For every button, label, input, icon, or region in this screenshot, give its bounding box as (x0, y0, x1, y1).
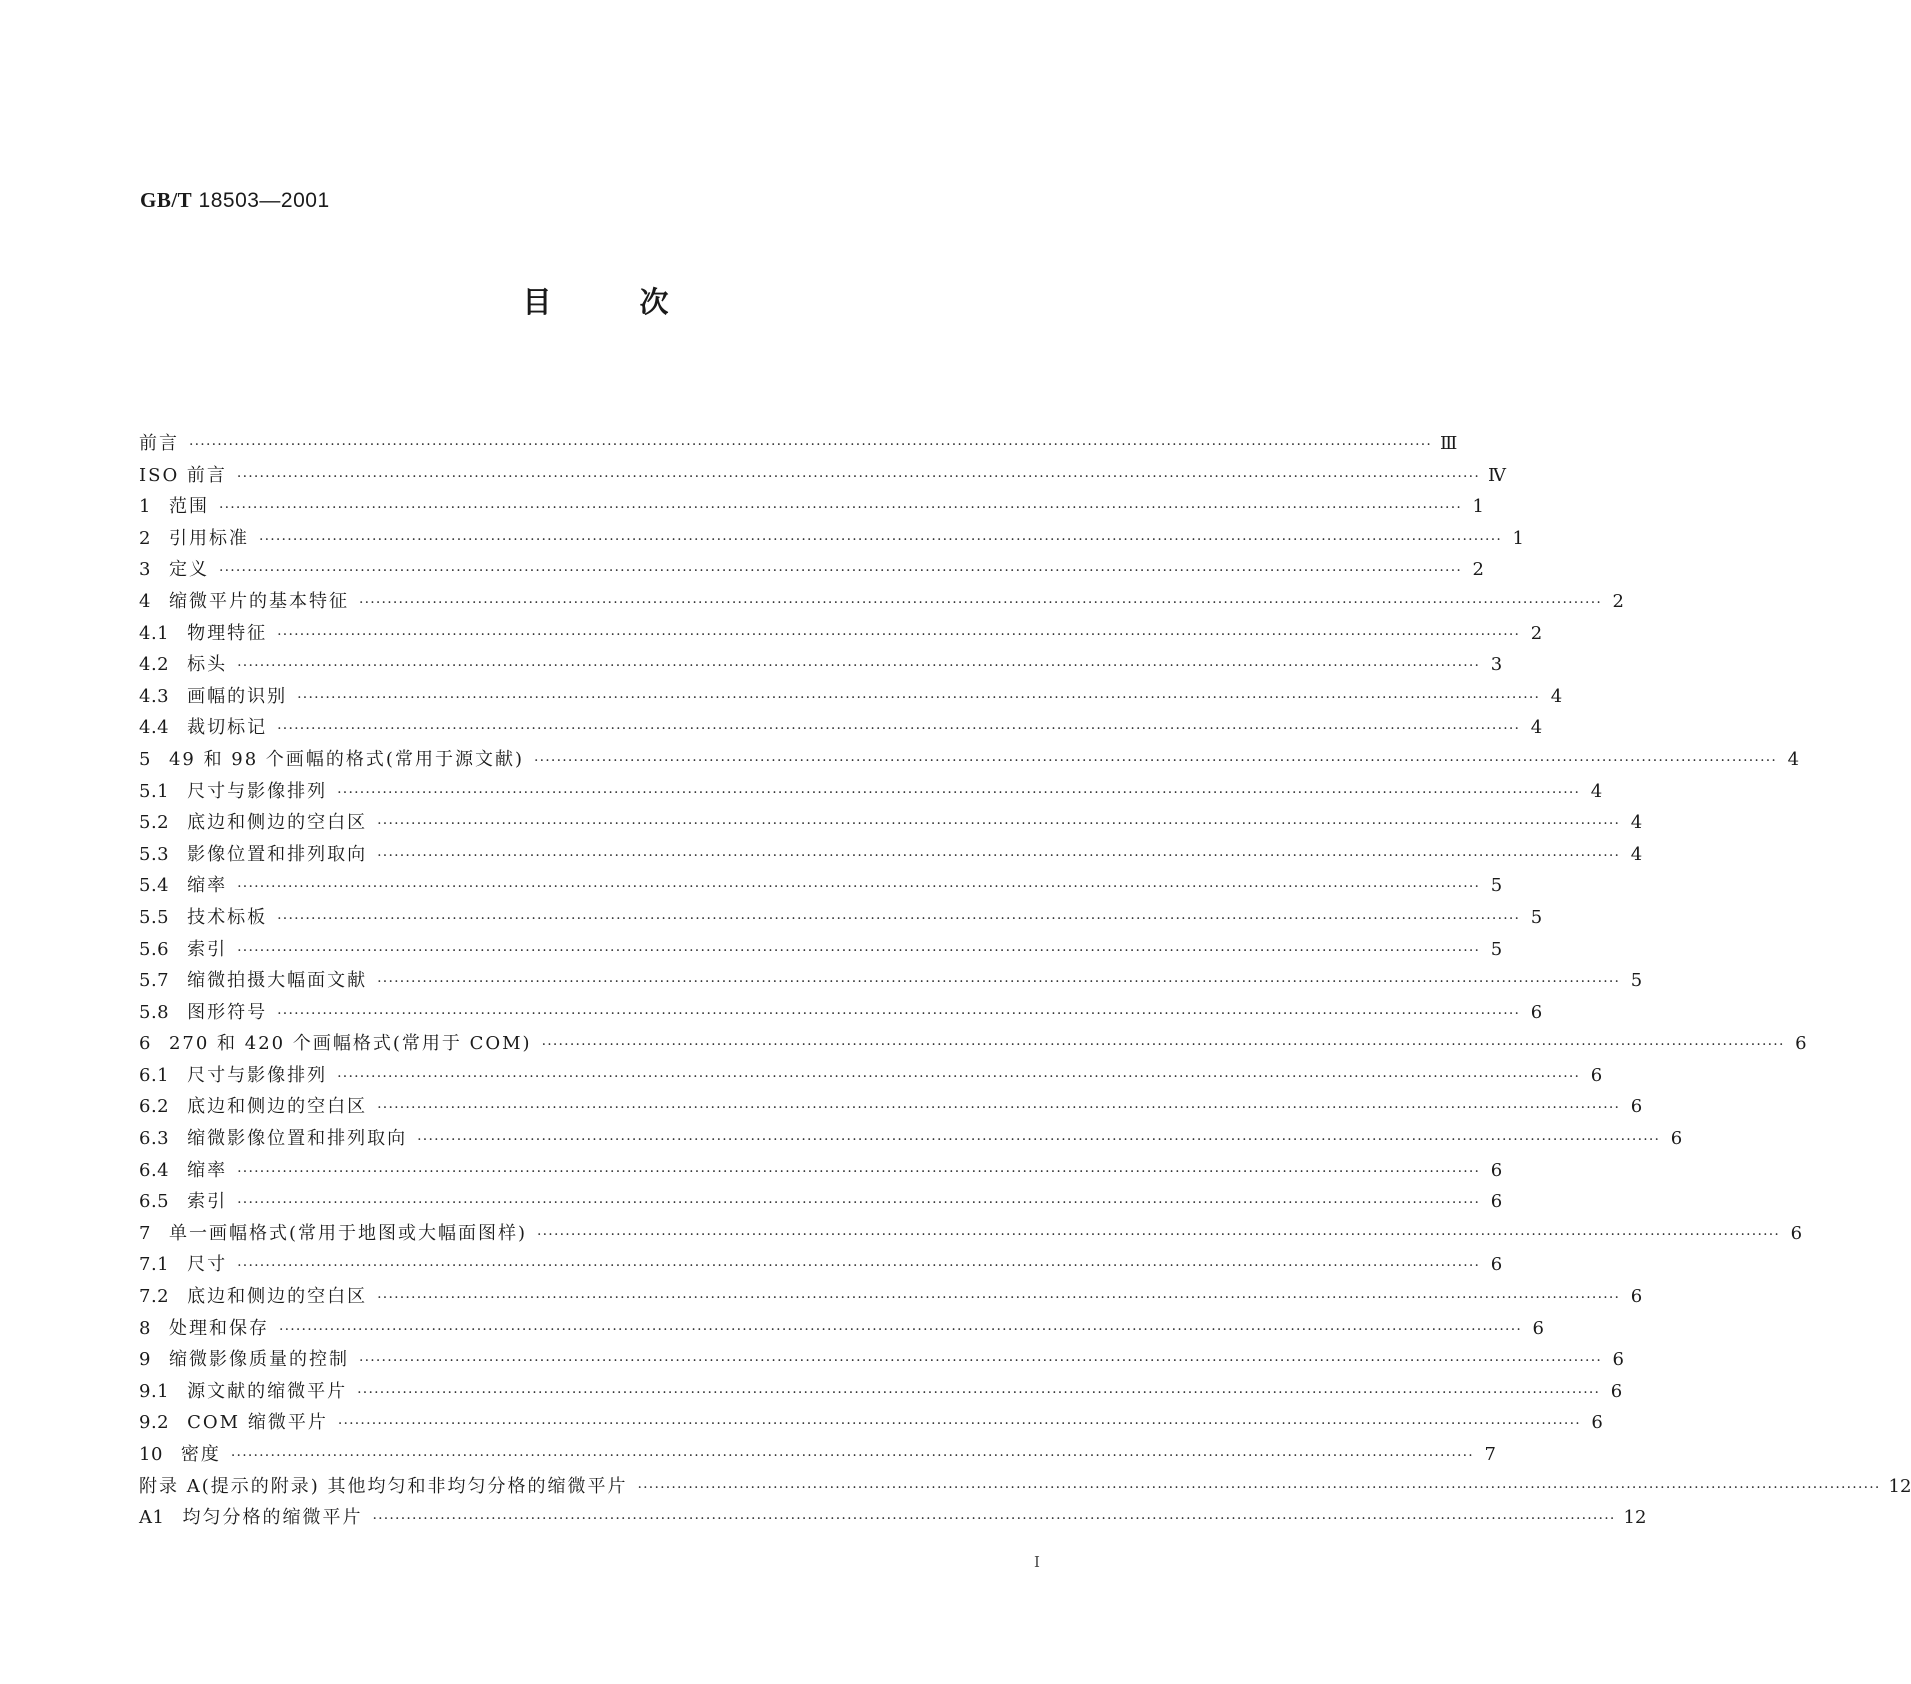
toc-entry-number: 9.1 (139, 1380, 170, 1402)
toc-dot-leader: ···························································································································································································································· (377, 816, 1621, 833)
toc-entry-page: 2 (1472, 559, 1484, 581)
toc-dot-leader: ···························································································································································································································· (277, 1005, 1521, 1022)
toc-entry-number: 7.2 (139, 1286, 170, 1308)
toc-entry[interactable] (139, 902, 1543, 934)
toc-entry-page: 4 (1590, 780, 1603, 802)
toc-dot-leader: ···························································································································································································································· (541, 1037, 1785, 1054)
toc-dot-leader: ···························································································································································································································· (230, 1448, 1474, 1464)
toc-entry-page: 5 (1490, 938, 1503, 960)
toc-entry-page: 6 (1790, 1222, 1803, 1244)
toc-dot-leader: ···························································································································································································································· (377, 1100, 1621, 1117)
toc-entry-page: 5 (1630, 970, 1643, 992)
toc-dot-leader: ···························································································································································································································· (297, 689, 1541, 706)
toc-entry-number: 4 (139, 590, 151, 612)
toc-entry-number: 7.1 (139, 1254, 170, 1276)
toc-entry[interactable] (139, 839, 1643, 871)
document-code-number: 18503—2001 (198, 189, 330, 212)
toc-entry-number: 5.5 (139, 906, 170, 928)
toc-dot-leader: ···························································································································································································································· (237, 1163, 1481, 1180)
toc-entry-page: 6 (1590, 1064, 1603, 1086)
toc-entry[interactable] (139, 744, 1800, 776)
toc-entry[interactable] (139, 1028, 1807, 1060)
toc-entry-number: 1 (139, 496, 151, 518)
toc-entry-page: 1 (1512, 527, 1524, 549)
toc-entry-page: 5 (1530, 906, 1543, 928)
toc-dot-leader: ···························································································································································································································· (278, 1321, 1522, 1338)
toc-entry[interactable] (139, 1249, 1503, 1281)
toc-entry-page: 6 (1532, 1317, 1544, 1339)
toc-entry[interactable] (139, 776, 1603, 808)
toc-entry-title: 图形符号 (187, 1001, 268, 1023)
toc-entry-page: 4 (1530, 717, 1543, 739)
toc-entry[interactable] (139, 491, 1484, 523)
toc-entry-page: 6 (1610, 1380, 1623, 1402)
toc-entry-title: 影像位置和排列取向 (187, 843, 368, 865)
toc-entry[interactable] (139, 1218, 1803, 1250)
toc-entry[interactable] (139, 934, 1503, 966)
toc-entry-page: 6 (1490, 1159, 1503, 1181)
toc-entry-number: 9 (139, 1349, 151, 1371)
toc-entry[interactable] (139, 649, 1503, 681)
toc-entry-number: 4.1 (139, 622, 170, 644)
toc-entry-number: A1 (139, 1507, 165, 1529)
toc-entry-title: 单一画幅格式(常用于地图或大幅面图样) (168, 1222, 527, 1244)
toc-entry-page: 5 (1490, 875, 1503, 897)
toc-entry-title: 缩微平片的基本特征 (168, 590, 349, 612)
toc-dot-leader: ···························································································································································································································· (377, 1290, 1621, 1307)
toc-dot-leader: ···························································································································································································································· (377, 847, 1621, 864)
toc-dot-leader: ···························································································································································································································· (358, 1353, 1602, 1370)
toc-entry-title: 源文献的缩微平片 (187, 1380, 348, 1402)
toc-entry-number: 2 (139, 527, 151, 549)
toc-entry-number: 6.2 (139, 1096, 170, 1118)
toc-entry-number: 9.2 (139, 1412, 170, 1434)
toc-title: 目次 (522, 285, 757, 319)
toc-entry-number: 5.4 (139, 875, 170, 897)
toc-entry-title: 物理特征 (187, 622, 268, 644)
toc-entry-title: 底边和侧边的空白区 (187, 1096, 368, 1118)
document-code (140, 188, 330, 213)
toc-entry[interactable] (139, 1155, 1503, 1187)
toc-dot-leader: ···························································································································································································································· (277, 910, 1521, 927)
toc-entry-number: 5.3 (139, 843, 170, 865)
toc-entry[interactable] (139, 807, 1643, 839)
toc-dot-leader: ···························································································································································································································· (218, 500, 1462, 517)
document-code-prefix: GB/T (140, 188, 193, 212)
toc-dot-leader: ···························································································································································································································· (337, 1068, 1581, 1085)
toc-dot-leader: ···························································································································································································································· (377, 974, 1621, 991)
toc-entry-title: 缩微拍摄大幅面文献 (187, 970, 368, 992)
toc-entry[interactable] (139, 523, 1524, 555)
toc-entry-title: 底边和侧边的空白区 (187, 812, 368, 834)
toc-entry[interactable] (139, 1471, 1911, 1503)
toc-entry-number: 6.5 (139, 1191, 170, 1213)
toc-entry-page: 12 (1888, 1475, 1911, 1497)
toc-entry-page: 4 (1630, 812, 1643, 834)
toc-entry-page: 6 (1591, 1412, 1603, 1434)
toc-dot-leader: ···························································································································································································································· (236, 468, 1480, 485)
toc-entry[interactable] (139, 428, 1458, 460)
toc-entry-page: 4 (1550, 685, 1563, 707)
toc-entry-page: 2 (1612, 590, 1624, 612)
toc-entry-number: 10 (139, 1444, 163, 1465)
table-of-contents (139, 428, 1911, 1534)
toc-entry-number: 5 (139, 748, 151, 770)
toc-entry-number: 6 (139, 1033, 151, 1055)
toc-entry[interactable] (139, 1407, 1603, 1439)
toc-entry[interactable] (139, 586, 1624, 618)
toc-entry-title: 缩微影像质量的控制 (168, 1349, 349, 1371)
toc-entry[interactable] (139, 681, 1563, 713)
toc-entry-title: 定义 (168, 559, 209, 581)
toc-entry-title: 底边和侧边的空白区 (187, 1286, 368, 1308)
toc-entry-page: 6 (1630, 1286, 1643, 1308)
toc-entry[interactable] (139, 618, 1543, 650)
toc-entry-number: 6.1 (139, 1064, 170, 1086)
toc-entry-number: 4.3 (139, 685, 170, 707)
toc-entry-page: 6 (1490, 1191, 1503, 1213)
toc-entry-title: 附录 A(提示的附录) 其他均匀和非均匀分格的缩微平片 (139, 1475, 628, 1497)
toc-entry-page: 6 (1795, 1033, 1807, 1055)
toc-entry-page: 2 (1530, 622, 1543, 644)
toc-dot-leader: ···························································································································································································································· (237, 1258, 1481, 1275)
toc-entry-page: 6 (1530, 1001, 1543, 1023)
toc-dot-leader: ···························································································································································································································· (258, 531, 1502, 548)
toc-entry-page: 3 (1490, 654, 1503, 676)
toc-entry-number: 7 (139, 1222, 151, 1244)
toc-entry-title: 尺寸与影像排列 (187, 780, 328, 802)
toc-entry[interactable] (139, 1123, 1683, 1155)
toc-dot-leader: ···························································································································································································································· (417, 1132, 1661, 1149)
toc-dot-leader: ···························································································································································································································· (337, 1416, 1581, 1433)
toc-dot-leader: ···························································································································································································································· (237, 879, 1481, 896)
toc-entry[interactable] (139, 1281, 1643, 1313)
toc-dot-leader: ···························································································································································································································· (277, 626, 1521, 643)
toc-entry-title: 技术标板 (187, 906, 268, 928)
toc-entry-title: 缩微影像位置和排列取向 (187, 1128, 408, 1150)
toc-entry[interactable] (139, 1376, 1623, 1408)
toc-dot-leader: ···························································································································································································································· (537, 1226, 1781, 1243)
toc-entry-page: 4 (1630, 843, 1643, 865)
toc-dot-leader: ···························································································································································································································· (358, 594, 1602, 611)
toc-entry-title: 索引 (187, 938, 228, 960)
toc-entry-title: 270 和 420 个画幅格式(常用于 COM) (168, 1033, 532, 1055)
toc-entry[interactable] (139, 1439, 1496, 1471)
toc-entry-page: 1 (1472, 496, 1484, 518)
toc-dot-leader: ···························································································································································································································· (237, 942, 1481, 959)
toc-entry-title: 密度 (180, 1444, 221, 1465)
toc-dot-leader: ···························································································································································································································· (189, 437, 1433, 453)
toc-entry-page: Ⅳ (1487, 464, 1506, 486)
toc-entry-page: 7 (1484, 1444, 1496, 1465)
toc-entry[interactable] (139, 1186, 1503, 1218)
toc-entry[interactable] (139, 1502, 1647, 1534)
toc-entry-number: 5.8 (139, 1001, 170, 1023)
toc-entry[interactable] (139, 712, 1543, 744)
toc-entry-page: 6 (1630, 1096, 1643, 1118)
toc-entry-page: Ⅲ (1440, 433, 1458, 454)
toc-entry[interactable] (139, 460, 1506, 492)
toc-entry[interactable] (139, 1344, 1624, 1376)
toc-entry-number: 6.3 (139, 1128, 170, 1150)
toc-entry-number: 5.6 (139, 938, 170, 960)
toc-entry-page: 12 (1623, 1507, 1647, 1529)
toc-dot-leader: ···························································································································································································································· (237, 658, 1481, 675)
toc-entry-title: COM 缩微平片 (187, 1412, 328, 1434)
toc-entry-page: 6 (1490, 1254, 1503, 1276)
toc-entry-title: 49 和 98 个画幅的格式(常用于源文献) (168, 748, 524, 770)
toc-dot-leader: ···························································································································································································································· (237, 1195, 1481, 1212)
toc-entry-title: 处理和保存 (168, 1317, 269, 1339)
toc-entry-number: 3 (139, 559, 151, 581)
toc-entry-title: 标头 (187, 654, 228, 676)
toc-entry-title: 均匀分格的缩微平片 (182, 1507, 363, 1529)
toc-dot-leader: ···························································································································································································································· (637, 1479, 1881, 1496)
toc-entry-number: 8 (139, 1317, 151, 1339)
page-number: I (1034, 1553, 1040, 1571)
toc-entry-title: 尺寸与影像排列 (187, 1064, 328, 1086)
toc-entry-page: 6 (1612, 1349, 1624, 1371)
toc-entry-number: 5.2 (139, 812, 170, 834)
toc-entry-title: 裁切标记 (187, 717, 268, 739)
toc-entry-number: 5.1 (139, 780, 170, 802)
toc-entry[interactable] (139, 1313, 1544, 1345)
toc-entry-title: 画幅的识别 (187, 685, 288, 707)
toc-entry[interactable] (139, 1091, 1643, 1123)
toc-entry-number: 4.4 (139, 717, 170, 739)
toc-entry[interactable] (139, 1060, 1603, 1092)
toc-entry-title: 前言 (139, 433, 179, 454)
toc-entry-title: 尺寸 (187, 1254, 228, 1276)
toc-entry-number: 5.7 (139, 970, 170, 992)
toc-entry-number: 4.2 (139, 654, 170, 676)
toc-entry[interactable] (139, 997, 1543, 1029)
toc-entry-title: 索引 (187, 1191, 228, 1213)
toc-dot-leader: ···························································································································································································································· (372, 1511, 1616, 1528)
toc-dot-leader: ···························································································································································································································· (277, 721, 1521, 738)
toc-dot-leader: ···························································································································································································································· (357, 1384, 1601, 1401)
toc-entry-title: ISO 前言 (139, 464, 227, 486)
toc-entry-title: 引用标准 (168, 527, 249, 549)
toc-entry-page: 6 (1670, 1128, 1683, 1150)
toc-entry-title: 范围 (168, 496, 209, 518)
toc-entry[interactable] (139, 554, 1484, 586)
toc-dot-leader: ···························································································································································································································· (337, 784, 1581, 801)
toc-entry-title: 缩率 (187, 1159, 228, 1181)
toc-dot-leader: ···························································································································································································································· (218, 563, 1462, 580)
toc-entry-title: 缩率 (187, 875, 228, 897)
toc-entry[interactable] (139, 870, 1503, 902)
toc-dot-leader: ···························································································································································································································· (533, 752, 1778, 769)
toc-entry-page: 4 (1787, 748, 1800, 770)
toc-entry[interactable] (139, 965, 1643, 997)
toc-entry-number: 6.4 (139, 1159, 170, 1181)
